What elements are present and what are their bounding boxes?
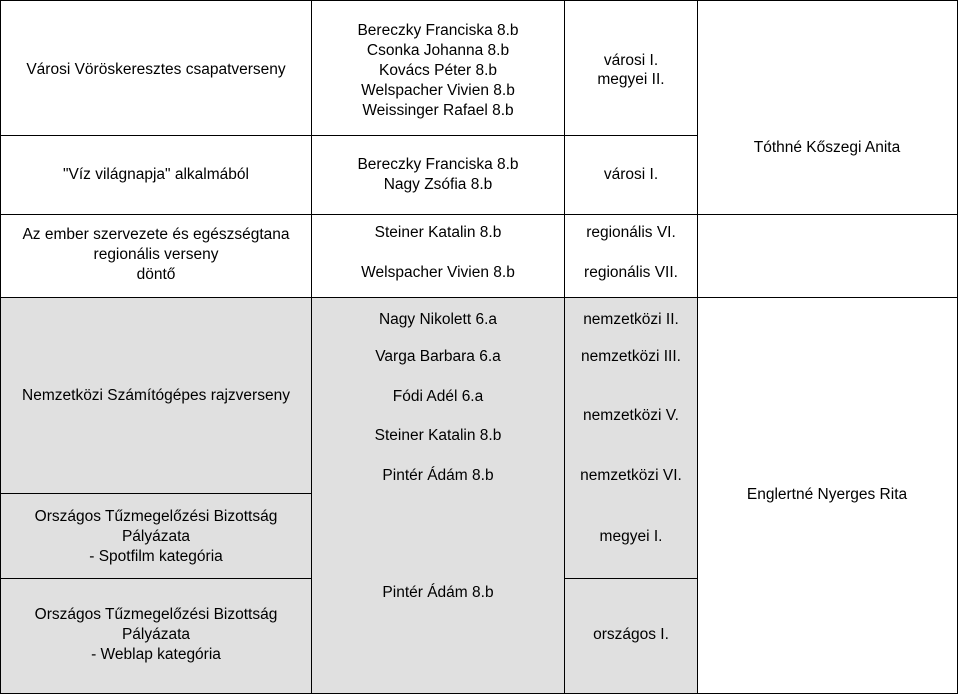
student-name: Nagy Zsófia 8.b: [383, 176, 493, 193]
competition-name: Országos Tűzmegelőzési Bizottság: [34, 606, 278, 623]
result: városi I.: [603, 52, 659, 69]
competition-name: "Víz világnapja" alkalmából: [63, 166, 249, 183]
student-name: Bereczky Franciska 8.b: [357, 156, 519, 173]
competition-name: - Weblap kategória: [91, 646, 221, 663]
student-name: Bereczky Franciska 8.b: [357, 22, 519, 39]
competition-name: Pályázata: [121, 528, 191, 545]
student-name: Welspacher Vivien 8.b: [361, 264, 515, 281]
competition-name: Városi Vöröskeresztes csapatverseny: [26, 61, 286, 78]
result: megyei I.: [599, 528, 663, 545]
competition-name: - Spotfilm kategória: [89, 548, 223, 565]
competition-name: Országos Tűzmegelőzési Bizottság: [34, 508, 278, 525]
student-name: Pintér Ádám 8.b: [382, 467, 494, 484]
result: nemzetközi II.: [583, 311, 679, 328]
competition-name: Nemzetközi Számítógépes rajzverseny: [22, 387, 290, 404]
student-name: Csonka Johanna 8.b: [366, 42, 510, 59]
result: megyei II.: [597, 71, 665, 88]
student-name: Steiner Katalin 8.b: [374, 224, 502, 241]
competition-name: regionális verseny: [93, 246, 219, 263]
result: országos I.: [593, 626, 669, 643]
result: regionális VII.: [584, 264, 678, 281]
student-name: Pintér Ádám 8.b: [382, 584, 494, 601]
result: regionális VI.: [586, 224, 676, 241]
competition-name: döntő: [136, 266, 176, 283]
student-name: Weissinger Rafael 8.b: [362, 102, 514, 119]
student-name: Varga Barbara 6.a: [375, 348, 501, 365]
competition-name: Az ember szervezete és egészségtana: [22, 226, 290, 243]
student-name: Fódi Adél 6.a: [392, 388, 484, 405]
teacher-name: Tóthné Kőszegi Anita: [753, 139, 901, 156]
student-name: Nagy Nikolett 6.a: [378, 311, 498, 328]
teacher-name: Englertné Nyerges Rita: [746, 486, 908, 503]
result: nemzetközi III.: [581, 348, 681, 365]
result: városi I.: [603, 166, 659, 183]
result: nemzetközi VI.: [580, 467, 682, 484]
student-name: Welspacher Vivien 8.b: [361, 82, 515, 99]
student-name: Kovács Péter 8.b: [378, 62, 498, 79]
student-name: Steiner Katalin 8.b: [374, 427, 502, 444]
result: nemzetközi V.: [583, 407, 679, 424]
competition-name: Pályázata: [121, 626, 191, 643]
